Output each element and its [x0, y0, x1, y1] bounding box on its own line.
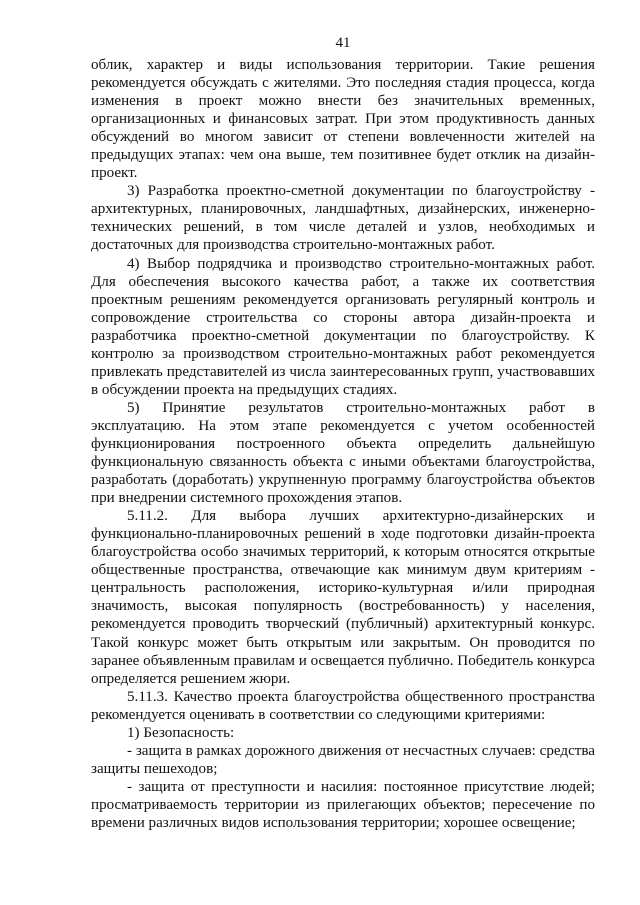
paragraph-criterion-safety: 1) Безопасность: [127, 724, 235, 741]
paragraph-step-5-acceptance: 5) Принятие результатов строительно-монтажных работ в эксплуатацию. На этом этапе рекомендуется с учетом особенностей функционирования построенного объекта определить дальнейшую функциональную связанность объекта с иными объектами благоустройства, разработать (доработать) укрупненную программу благоустройства объектов при внедрении системного прохождения этапов. [91, 399, 595, 507]
paragraph-design-discussion: облик, характер и виды использования территории. Такие решения рекомендуется обсуждать с жителями. Это последняя стадия процесса, когда изменения в проект можно внести без значительных временных, организационных и финансовых затрат. При этом продуктивность данных обсуждений во многом зависит от степени вовлеченности жителей на предыдущих этапах: чем она выше, тем позитивнее будет отклик на дизайн-проект. [91, 57, 595, 182]
document-page [91, 34, 595, 832]
paragraph-step-4-contractor: 4) Выбор подрядчика и производство строительно-монтажных работ. Для обеспечения высокого качества работ, а также их соответствия проектным решениям рекомендуется организовать регулярный контроль и сопровождение строительства со стороны автора дизайн-проекта и разработчика проектно-сметной документации по благоустройству. К контролю за производством строительно-монтажных работ рекомендуется привлекать представителей из числа заинтересованных групп, участвовавших в обсуждении проекта на предыдущих стадиях. [91, 255, 595, 398]
paragraph-step-3-documentation: 3) Разработка проектно-сметной документации по благоустройству - архитектурных, планировочных, ландшафтных, дизайнерских, инженерно-технических решений, в том числе деталей и узлов, необходимых и достаточных для производства строительно-монтажных работ. [91, 183, 595, 254]
page-number: 41 [335, 35, 351, 51]
paragraph-crime-protection: - защита от преступности и насилия: постоянное присутствие людей; просматриваемость территории из прилегающих объектов; пересечение по времени различных видов использования территории; хорошее освещение; [91, 778, 595, 831]
paragraph-5-11-3-criteria: 5.11.3. Качество проекта благоустройства общественного пространства рекомендуется оценивать в соответствии со следующими критериями: [91, 688, 595, 723]
paragraph-5-11-2-competition: 5.11.2. Для выбора лучших архитектурно-дизайнерских и функционально-планировочных решений в ходе подготовки дизайн-проекта благоустройства особо значимых территорий, к которым относятся открытые общественные пространства, отвечающие как минимум двум критериям - центральность расположения, историко-культурная и/или природная значимость, высокая популярность (востребованность) у населения, рекомендуется проводить творческий (публичный) архитектурный конкурс. Такой конкурс может быть открытым или закрытым. Он проводится по заранее объявленным правилам и освещается публично. Победитель конкурса определяется решением жюри. [91, 508, 595, 687]
paragraph-traffic-protection: - защита в рамках дорожного движения от несчастных случаев: средства защиты пешеходов; [91, 742, 595, 777]
